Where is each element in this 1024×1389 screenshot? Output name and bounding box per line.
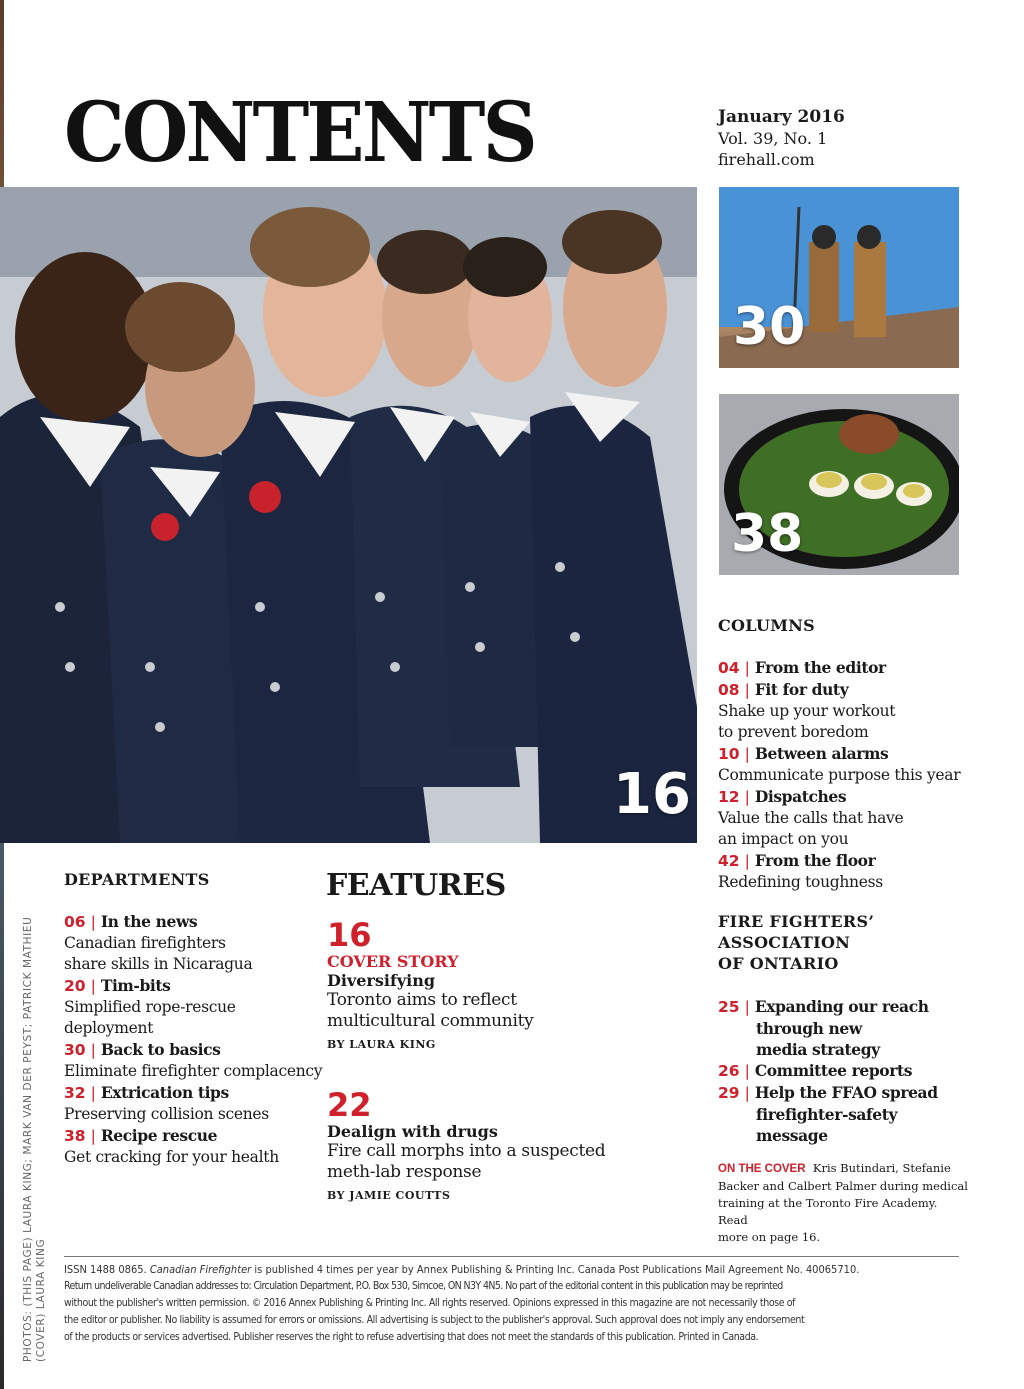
feature-byline: BY LAURA KING	[327, 1038, 436, 1051]
page-number: 38	[64, 1127, 86, 1145]
issue-info	[718, 107, 845, 170]
photo-credits	[22, 912, 48, 1362]
item-desc: share skills in Nicaragua	[64, 955, 253, 973]
page-number: 25	[718, 998, 740, 1016]
feature-desc: meth-lab response	[327, 1162, 482, 1182]
item-title: Help the FFAO spread	[754, 1083, 938, 1102]
page-number: 32	[64, 1084, 86, 1102]
page-number: 10	[718, 745, 740, 763]
departments-list	[64, 911, 324, 1168]
page-number: 20	[64, 977, 86, 995]
item-desc: deployment	[64, 1019, 154, 1037]
item-title: Expanding our reach	[754, 997, 929, 1016]
item-desc: Eliminate firefighter complacency	[64, 1062, 323, 1080]
item-title: Committee reports	[754, 1061, 913, 1080]
page-number: 06	[64, 913, 86, 931]
firefighters-illustration	[0, 187, 697, 843]
ffao-list	[718, 996, 968, 1146]
magazine-name: Canadian Firefighter	[149, 1263, 252, 1276]
photo-page-number: 16	[613, 762, 691, 827]
page-number: 30	[64, 1041, 86, 1059]
feature-title: Dealign with drugs	[327, 1122, 498, 1141]
columns-list	[718, 657, 968, 893]
feature-kicker: COVER STORY	[327, 952, 459, 971]
item-title: From the floor	[754, 851, 876, 870]
photo-page-number: 30	[733, 297, 806, 357]
credit-line: PHOTOS: (THIS PAGE) LAURA KING; MARK VAN DER PEYST; PATRICK MATHIEU	[22, 916, 34, 1362]
item-title: Tim-bits	[100, 976, 171, 995]
list-item[interactable]: 29 | Help the FFAO spread	[718, 1083, 938, 1102]
page-number: 04	[718, 659, 740, 677]
item-title: In the news	[100, 912, 198, 931]
item-title: Dispatches	[754, 787, 847, 806]
ffao-heading	[718, 911, 874, 974]
list-item[interactable]: 30 | Back to basics	[64, 1040, 221, 1059]
firefighters-graduation-photo[interactable]	[0, 187, 697, 843]
footer-text: without the publisher's written permission. © 2016 Annex Publishing & Printing Inc. All rights reserved. Opinions expressed in this magazine are not necessarily those of	[64, 1297, 796, 1309]
item-desc: an impact on you	[718, 830, 849, 848]
item-desc: Simplified rope-rescue	[64, 998, 236, 1016]
on-cover-text: Backer and Calbert Palmer during medical	[718, 1179, 968, 1193]
item-desc: Communicate purpose this year	[718, 766, 961, 784]
feature-item[interactable]	[327, 918, 627, 1051]
item-desc: Preserving collision scenes	[64, 1105, 269, 1123]
list-item[interactable]: 42 | From the floor	[718, 851, 876, 870]
item-title: Between alarms	[754, 744, 889, 763]
item-desc: Redefining toughness	[718, 873, 883, 891]
item-title: Extrication tips	[100, 1083, 229, 1102]
item-title: Fit for duty	[754, 680, 849, 699]
features-heading: FEATURES	[326, 868, 506, 903]
ffao-heading-line: FIRE FIGHTERS’	[718, 912, 875, 931]
item-title: Back to basics	[100, 1040, 221, 1059]
footer-text: the editor or publisher. No liability is assumed for errors or omissions. All advertising is subject to the publisher's approval. Such approval does not imply any endorsement	[64, 1314, 805, 1326]
on-cover-text: more on page 16.	[718, 1230, 821, 1244]
item-desc: Shake up your workout	[718, 702, 896, 720]
ffao-heading-line: ASSOCIATION	[718, 933, 851, 952]
item-title: Recipe rescue	[100, 1126, 218, 1145]
departments-heading: DEPARTMENTS	[64, 870, 210, 889]
publication-footer	[64, 1261, 964, 1346]
feature-desc: multicultural community	[327, 1011, 534, 1031]
feature-title: Diversifying	[327, 971, 436, 990]
item-title: firefighter-safety message	[756, 1105, 898, 1145]
credit-line: (COVER) LAURA KING	[35, 1238, 47, 1362]
list-item[interactable]: 25 | Expanding our reach	[718, 997, 929, 1016]
page-number: 26	[718, 1062, 740, 1080]
feature-item[interactable]	[327, 1088, 627, 1202]
item-desc: Value the calls that have	[718, 809, 904, 827]
list-item[interactable]: 20 | Tim-bits	[64, 976, 171, 995]
on-cover-text: Kris Butindari, Stefanie	[812, 1161, 951, 1175]
on-the-cover-caption	[718, 1160, 968, 1246]
item-desc: Get cracking for your health	[64, 1148, 279, 1166]
list-item[interactable]: 26 | Committee reports	[718, 1061, 913, 1080]
list-item[interactable]: 12 | Dispatches	[718, 787, 847, 806]
on-cover-label: ON THE COVER	[718, 1163, 806, 1175]
footer-text: of the products or services advertised. Publisher reserves the right to refuse advertising that does not meet the standards of this publication. Printed in Canada.	[64, 1331, 759, 1343]
item-title: media strategy	[756, 1040, 880, 1059]
page-number: 08	[718, 681, 740, 699]
footer-text: No part of the editorial content in this publication may be reprinted	[505, 1280, 783, 1292]
issue-volume: Vol. 39, No. 1	[718, 129, 828, 148]
list-item[interactable]: 06 | In the news	[64, 912, 198, 931]
footer-text: is published 4 times per year by Annex Publishing & Printing Inc. Canada Post Publications Mail Agreement No. 40065710.	[254, 1263, 860, 1276]
list-item[interactable]: 10 | Between alarms	[718, 744, 889, 763]
list-item[interactable]: 32 | Extrication tips	[64, 1083, 229, 1102]
on-cover-text: training at the Toronto Fire Academy. Read	[718, 1196, 938, 1227]
list-item[interactable]: 38 | Recipe rescue	[64, 1126, 218, 1145]
list-item[interactable]: 08 | Fit for duty	[718, 680, 849, 699]
roof-firefighters-photo[interactable]	[719, 187, 959, 368]
item-desc: to prevent boredom	[718, 723, 869, 741]
footer-text: Return undeliverable Canadian addresses to: Circulation Department, P.O. Box 530, Simcoe, ON N3Y 4N5.	[64, 1280, 503, 1292]
page-title: CONTENTS	[64, 85, 535, 181]
page-number: 29	[718, 1084, 740, 1102]
columns-heading: COLUMNS	[718, 616, 815, 635]
item-desc: Canadian firefighters	[64, 934, 226, 952]
deviled-eggs-salad-photo[interactable]	[719, 394, 959, 575]
ffao-heading-line: OF ONTARIO	[718, 954, 839, 973]
photo-page-number: 38	[731, 504, 804, 564]
issue-date: January 2016	[718, 107, 845, 127]
item-title: through new	[756, 1019, 862, 1038]
website-link[interactable]: firehall.com	[718, 150, 815, 169]
feature-page-number: 22	[327, 1086, 372, 1124]
page-number: 12	[718, 788, 740, 806]
issn: ISSN 1488 0865.	[64, 1263, 147, 1276]
feature-page-number: 16	[327, 916, 372, 954]
list-item[interactable]: 04 | From the editor	[718, 658, 886, 677]
page-number: 42	[718, 852, 740, 870]
footer-divider	[64, 1256, 959, 1257]
feature-byline: BY JAMIE COUTTS	[327, 1189, 451, 1202]
feature-desc: Fire call morphs into a suspected	[327, 1141, 606, 1161]
item-title: From the editor	[754, 658, 886, 677]
feature-desc: Toronto aims to reflect	[327, 990, 517, 1010]
